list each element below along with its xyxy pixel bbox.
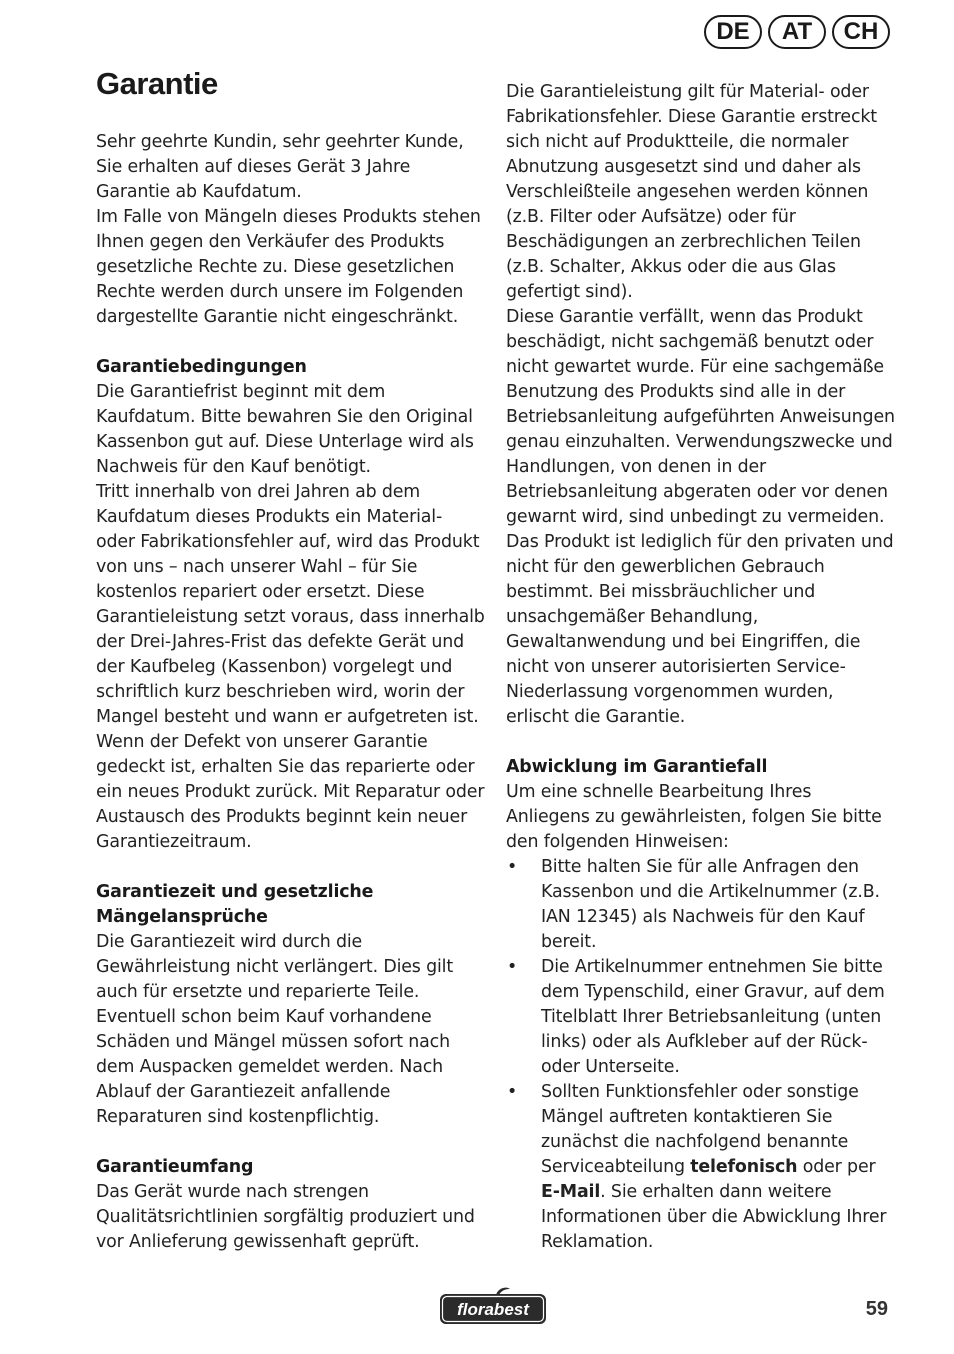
conditions-paragraph-1: Die Garantiefrist beginnt mit dem Kaufdatum. Bitte bewahren Sie den Original Kassenbon gut auf. Diese Unterlage wird als Nachweis für den Kauf benötigt. xyxy=(96,382,474,477)
bullet-3-text-a: Sollten Funktionsfehler oder sonstige Mängel auftreten kontaktieren Sie zunächst die nachfolgend benannte Serviceabteilung xyxy=(541,1082,859,1177)
scope-heading: Garantieumfang xyxy=(96,1157,254,1177)
country-badge-de: DE xyxy=(704,15,762,49)
country-badge-ch: CH xyxy=(832,15,890,49)
scope-paragraph: Das Gerät wurde nach strengen Qualitätsrichtlinien sorgfältig produziert und vor Anlieferung gewissenhaft geprüft. xyxy=(96,1182,475,1252)
page-title: Garantie xyxy=(96,66,218,101)
page-number: 59 xyxy=(865,1298,888,1320)
country-badge-at: AT xyxy=(768,15,826,49)
list-item xyxy=(506,1080,896,1255)
intro-paragraph-1: Sehr geehrte Kundin, sehr geehrter Kunde, Sie erhalten auf dieses Gerät 3 Jahre Garantie ab Kaufdatum. xyxy=(96,132,464,202)
scope-continued-paragraph-1: Die Garantieleistung gilt für Material- oder Fabrikationsfehler. Diese Garantie erstreckt sich nicht auf Produktteile, die normaler Abnutzung ausgesetzt sind und daher als Verschleißteile angesehen werden können (z.B. Filter oder Aufsätze) oder für Beschädigungen an zerbrechlichen Teilen (z.B. Schalter, Akkus oder die aus Glas gefertigt sind). xyxy=(506,82,877,302)
conditions-paragraph-2: Tritt innerhalb von drei Jahren ab dem Kaufdatum dieses Produkts ein Material- oder Fabrikationsfehler auf, wird das Produkt von uns – nach unserer Wahl – für Sie kostenlos repariert oder ersetzt. Diese Garantieleistung setzt voraus, dass innerhalb der Drei-Jahres-Frist das defekte Gerät und der Kaufbeleg (Kassenbon) vorgelegt und schriftlich kurz beschrieben wird, worin der Mangel besteht und wann er aufgetreten ist. xyxy=(96,482,485,727)
list-item: • Die Artikelnummer entnehmen Sie bitte dem Typenschild, einer Gravur, auf dem Titelblatt Ihrer Betriebsanleitung (unten links) oder als Aufkleber auf der Rück- oder Unterseite. xyxy=(506,955,896,1080)
scope-continued-paragraph-2: Diese Garantie verfällt, wenn das Produkt beschädigt, nicht sachgemäß benutzt oder nicht gewartet wurde. Für eine sachgemäße Benutzung des Produkts sind alle in der Betriebsanleitung aufgeführten Anweisungen genau einzuhalten. Verwendungszwecke und Handlungen, von denen in der Betriebsanleitung abgeraten oder vor denen gewarnt wird, sind unbedingt zu vermeiden. Das Produkt ist lediglich für den privaten und nicht für den gewerblichen Gebrauch bestimmt. Bei missbräuchlicher und unsachgemäßer Behandlung, Gewaltanwendung und bei Eingriffen, die nicht von unserer autorisierten Service-Niederlassung vorgenommen wurden, erlischt die Garantie. xyxy=(506,307,895,727)
bullet-3-or: oder per xyxy=(802,1157,876,1177)
florabest-logo xyxy=(438,1286,548,1326)
intro-paragraph-2: Im Falle von Mängeln dieses Produkts stehen Ihnen gegen den Verkäufer des Produkts gesetzliche Rechte zu. Diese gesetzlichen Rechte werden durch unsere im Folgenden dargestellte Garantie nicht eingeschränkt. xyxy=(96,207,481,327)
list-item: • Bitte halten Sie für alle Anfragen den Kassenbon und die Artikelnummer (z.B. IAN 12345) als Nachweis für den Kauf bereit. xyxy=(506,855,896,955)
handling-list xyxy=(506,855,896,1255)
email-emphasis: E-Mail xyxy=(541,1182,601,1202)
country-badges xyxy=(704,15,890,49)
brand-wordmark: florabest xyxy=(457,1300,529,1319)
period-heading: Garantiezeit und gesetzliche Mängelansprüche xyxy=(96,882,374,927)
phone-emphasis: telefonisch xyxy=(690,1157,798,1177)
left-column xyxy=(96,130,486,1255)
handling-intro: Um eine schnelle Bearbeitung Ihres Anliegens zu gewährleisten, folgen Sie bitte den folgenden Hinweisen: xyxy=(506,782,882,852)
period-paragraph: Die Garantiezeit wird durch die Gewährleistung nicht verlängert. Dies gilt auch für ersetzte und reparierte Teile. Eventuell schon beim Kauf vorhandene Schäden und Mängel müssen sofort nach dem Auspacken gemeldet werden. Nach Ablauf der Garantiezeit anfallende Reparaturen sind kostenpflichtig. xyxy=(96,932,454,1127)
right-column xyxy=(506,80,896,1255)
handling-heading: Abwicklung im Garantiefall xyxy=(506,757,768,777)
conditions-heading: Garantiebedingungen xyxy=(96,357,307,377)
conditions-paragraph-3: Wenn der Defekt von unserer Garantie gedeckt ist, erhalten Sie das reparierte oder ein neues Produkt zurück. Mit Reparatur oder Austausch des Produkts beginnt kein neuer Garantiezeitraum. xyxy=(96,732,485,852)
bullet-3-text-b: . Sie erhalten dann weitere Informationen über die Abwicklung Ihrer Reklamation. xyxy=(541,1182,887,1252)
